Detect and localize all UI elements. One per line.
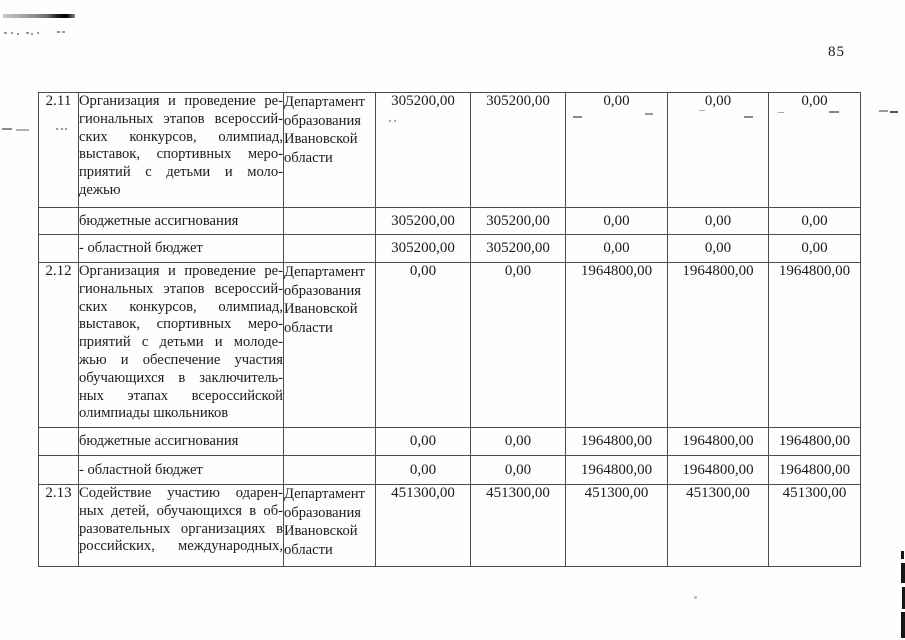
- table-row-detail: [39, 456, 861, 485]
- activity-text-cell: [79, 93, 284, 208]
- scan-artifact-edge-bar: [901, 563, 905, 583]
- scan-artifact-dot: [37, 32, 39, 34]
- department-cell-empty: [284, 456, 376, 485]
- activity-text-line: дежью: [79, 181, 121, 198]
- activity-text-line: ных этапах всероссийской: [79, 387, 283, 404]
- row-number-cell-empty: [39, 235, 79, 263]
- detail-label-cell: - областной бюджет: [79, 456, 284, 485]
- table-row-item: [39, 93, 861, 208]
- amount-cell: 305200,00: [376, 235, 471, 263]
- amount-cell: 0,00: [471, 428, 566, 456]
- activity-text-line: приятий с детьми и моло-: [79, 164, 283, 181]
- activity-text-line: гиональных этапов всероссий-: [79, 110, 283, 127]
- page-number: 85: [828, 44, 845, 60]
- amount-cell: 305200,00: [376, 208, 471, 235]
- scan-artifact-dash: [16, 129, 29, 131]
- row-number-cell-empty: [39, 428, 79, 456]
- activity-text-line: Организация и проведение ре-: [79, 263, 283, 279]
- activity-text-line: Организация и проведение ре-: [79, 93, 283, 109]
- amount-cell: 1964800,00: [566, 428, 668, 456]
- department-text-line: Ивановской: [284, 131, 358, 148]
- amount-cell: 0,00: [566, 93, 668, 208]
- row-number-cell-empty: [39, 208, 79, 235]
- scan-artifact-dot: [11, 32, 13, 34]
- amount-cell: 0,00: [471, 456, 566, 485]
- department-cell-empty: [284, 428, 376, 456]
- amount-cell: 0,00: [566, 208, 668, 235]
- scan-artifact-dot: [694, 596, 697, 599]
- table-row-detail: [39, 208, 861, 235]
- activity-text-line: ских конкурсов, олимпиад,: [79, 298, 283, 315]
- department-text-line: Ивановской: [284, 523, 358, 540]
- amount-cell: 0,00: [668, 235, 769, 263]
- activity-text-cell: [79, 263, 284, 428]
- amount-cell: 305200,00: [376, 93, 471, 208]
- scan-artifact-dash: [890, 111, 898, 113]
- budget-table: [38, 92, 861, 567]
- amount-cell: 305200,00: [471, 208, 566, 235]
- amount-cell: 451300,00: [566, 485, 668, 567]
- table-row-item: [39, 263, 861, 428]
- department-cell-empty: [284, 208, 376, 235]
- row-number-cell: 2.11: [39, 93, 79, 208]
- scan-artifact-dot: [4, 32, 7, 34]
- amount-cell: 451300,00: [376, 485, 471, 567]
- amount-cell: 305200,00: [471, 93, 566, 208]
- department-text-line: области: [284, 541, 333, 558]
- scan-artifact-dot: [17, 33, 19, 35]
- activity-text-line: ных детей, обучающихся в об-: [79, 502, 283, 519]
- amount-cell: 451300,00: [471, 485, 566, 567]
- department-text-line: области: [284, 319, 333, 336]
- table-row-detail: [39, 235, 861, 263]
- activity-text-line: разовательных организациях в: [79, 520, 283, 537]
- amount-cell: 305200,00: [471, 235, 566, 263]
- activity-text-line: жью и обеспечение участия: [79, 351, 283, 368]
- detail-label-cell: - областной бюджет: [79, 235, 284, 263]
- department-text-line: Ивановской: [284, 301, 358, 318]
- activity-text-line: российских, международных,: [79, 538, 283, 555]
- amount-cell: 0,00: [769, 93, 861, 208]
- department-cell: [284, 263, 376, 428]
- amount-cell: 1964800,00: [566, 263, 668, 428]
- scan-artifact-edge-bar: [901, 551, 904, 559]
- activity-text-line: олимпиады школьников: [79, 405, 229, 422]
- amount-cell: 0,00: [376, 456, 471, 485]
- activity-text-cell: [79, 485, 284, 567]
- amount-cell: 1964800,00: [668, 428, 769, 456]
- department-text-line: Департамент: [284, 264, 365, 280]
- row-number-cell: 2.13: [39, 485, 79, 567]
- activity-text-line: выставок, спортивных меро-: [79, 146, 283, 163]
- activity-text-line: гиональных этапов всероссий-: [79, 280, 283, 297]
- activity-text-line: приятий с детьми и молоде-: [79, 334, 283, 351]
- detail-label-cell: бюджетные ассигнования: [79, 208, 284, 235]
- scan-artifact-dash: [2, 128, 12, 130]
- amount-cell: 1964800,00: [769, 428, 861, 456]
- department-text-line: Департамент: [284, 486, 365, 502]
- department-text-line: образования: [284, 282, 361, 299]
- amount-cell: 451300,00: [769, 485, 861, 567]
- department-cell: [284, 93, 376, 208]
- department-text-line: образования: [284, 504, 361, 521]
- department-text-line: области: [284, 149, 333, 166]
- scan-artifact-dot: [57, 31, 60, 33]
- scan-artifact-dot: [62, 31, 65, 33]
- amount-cell: 0,00: [769, 235, 861, 263]
- table-row-item: [39, 485, 861, 567]
- scan-artifact-edge-bar: [901, 612, 905, 638]
- activity-text-line: ских конкурсов, олимпиад,: [79, 128, 283, 145]
- scan-artifact-dot: [26, 32, 29, 34]
- scan-artifact-dot: [31, 33, 33, 35]
- row-number-cell: 2.12: [39, 263, 79, 428]
- amount-cell: 0,00: [769, 208, 861, 235]
- table-row-detail: [39, 428, 861, 456]
- amount-cell: 0,00: [668, 93, 769, 208]
- amount-cell: 1964800,00: [668, 456, 769, 485]
- activity-text-line: Содействие участию одарен-: [79, 485, 283, 501]
- row-number-cell-empty: [39, 456, 79, 485]
- amount-cell: 1964800,00: [769, 263, 861, 428]
- department-cell: [284, 485, 376, 567]
- amount-cell: 0,00: [566, 235, 668, 263]
- amount-cell: 1964800,00: [566, 456, 668, 485]
- activity-text-line: выставок, спортивных меро-: [79, 316, 283, 333]
- scan-artifact-top-streak: [3, 14, 75, 18]
- detail-label-cell: бюджетные ассигнования: [79, 428, 284, 456]
- amount-cell: 1964800,00: [668, 263, 769, 428]
- amount-cell: 451300,00: [668, 485, 769, 567]
- amount-cell: 0,00: [668, 208, 769, 235]
- department-text-line: образования: [284, 112, 361, 129]
- amount-cell: 0,00: [471, 263, 566, 428]
- department-cell-empty: [284, 235, 376, 263]
- amount-cell: 0,00: [376, 263, 471, 428]
- department-text-line: Департамент: [284, 94, 365, 110]
- amount-cell: 0,00: [376, 428, 471, 456]
- amount-cell: 1964800,00: [769, 456, 861, 485]
- activity-text-line: обучающихся в заключитель-: [79, 369, 283, 386]
- budget-table-body: [39, 93, 861, 567]
- scan-artifact-dash: [879, 110, 888, 112]
